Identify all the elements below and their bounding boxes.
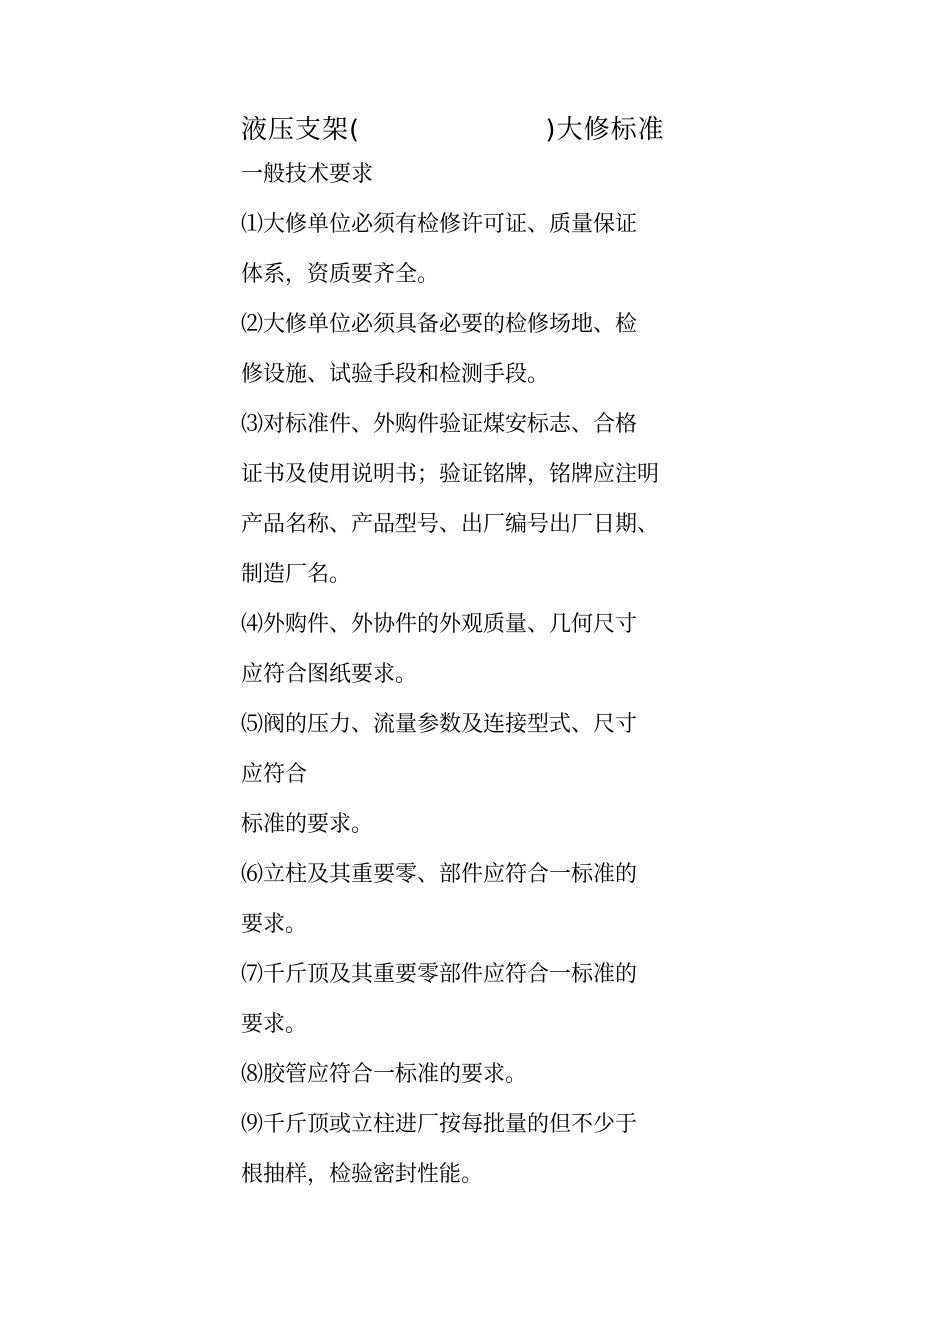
- paragraph-line: 证书及使用说明书；验证铭牌，铭牌应注明: [241, 462, 660, 487]
- document-title: 液压支架( )大修标准: [241, 115, 665, 145]
- paragraph-7: [241, 958, 721, 1058]
- paragraph-line: 要求。: [241, 1012, 308, 1037]
- paragraph-line: ⑵大修单位必须具备必要的检修场地、检: [241, 312, 638, 337]
- paragraph-line: 产品名称、产品型号、出厂编号出厂日期、: [241, 512, 660, 537]
- document-body: [241, 158, 721, 1208]
- paragraph-9: [241, 1108, 721, 1208]
- paragraph-line: ⑴大修单位必须有检修许可证、质量保证: [241, 212, 638, 237]
- paragraph-line: 应符合图纸要求。: [241, 662, 418, 687]
- paragraph-line: 应符合: [241, 762, 308, 787]
- paragraph-3: [241, 408, 721, 608]
- paragraph-line: ⑼千斤顶或立柱进厂按每批量的但不少于: [241, 1112, 638, 1137]
- section-heading: 一般技术要求: [241, 162, 374, 187]
- paragraph-line: 标准的要求。: [241, 812, 374, 837]
- paragraph-line: ⑻胶管应符合一标准的要求。: [241, 1062, 528, 1087]
- paragraph-line: ⑸阀的压力、流量参数及连接型式、尺寸: [241, 712, 638, 737]
- paragraph-8: [241, 1058, 721, 1108]
- paragraph-line: 制造厂名。: [241, 562, 352, 587]
- paragraph-2: [241, 308, 721, 408]
- paragraph-line: 体系，资质要齐全。: [241, 262, 440, 287]
- paragraph-line: ⑹立柱及其重要零、部件应符合一标准的: [241, 862, 638, 887]
- paragraph-line: 要求。: [241, 912, 308, 937]
- paragraph-line: ⑶对标准件、外购件验证煤安标志、合格: [241, 412, 638, 437]
- paragraph-line: 根抽样，检验密封性能。: [241, 1162, 484, 1187]
- paragraph-5: [241, 708, 721, 858]
- paragraph-line: ⑷外购件、外协件的外观质量、几何尺寸: [241, 612, 638, 637]
- paragraph-line: 修设施、试验手段和检测手段。: [241, 362, 550, 387]
- paragraph-line: ⑺千斤顶及其重要零部件应符合一标准的: [241, 962, 638, 987]
- paragraph-6: [241, 858, 721, 958]
- paragraph-4: [241, 608, 721, 708]
- paragraph-1: [241, 208, 721, 308]
